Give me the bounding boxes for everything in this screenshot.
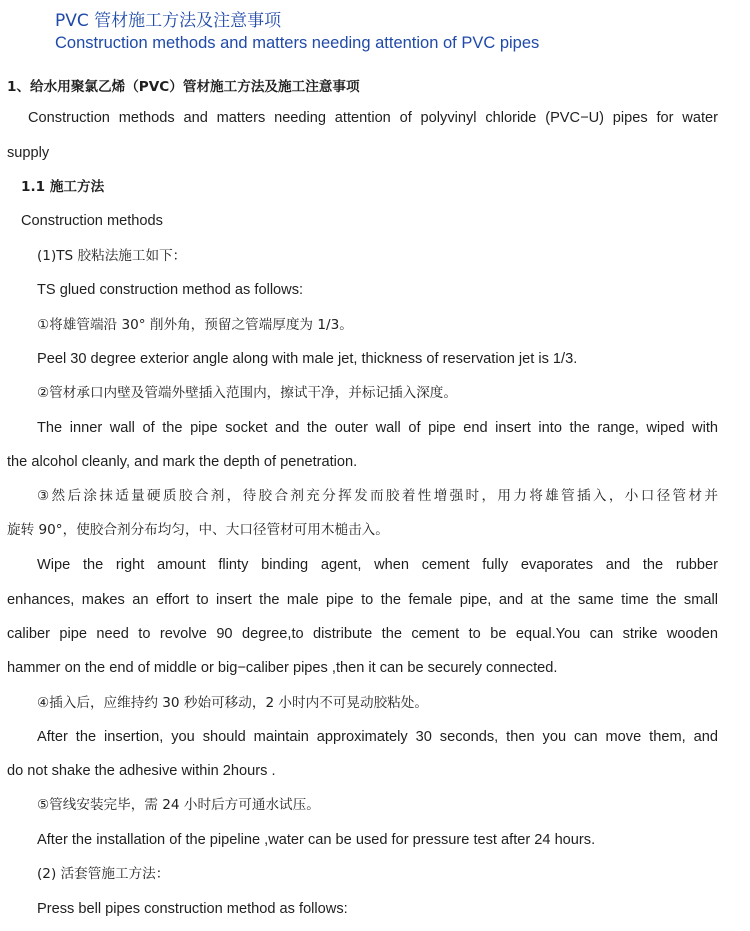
section-heading-en-line1: Construction methods and matters needing attention of polyvinyl chloride (PVC−U) pipes for water (28, 110, 718, 126)
subsection-heading-zh: 1.1 施工方法 (21, 179, 105, 195)
step4-en-line2: do not shake the adhesive within 2hours . (7, 763, 276, 779)
step3-en-line3: caliber pipe need to revolve 90 degree,to distribute the cement to be equal.You can strike wooden (7, 626, 718, 642)
step1-zh: ①将雄管端沿 30° 削外角，预留之管端厚度为 1/3。 (37, 317, 353, 333)
step3-en-line1: Wipe the right amount flinty binding agent, when cement fully evaporates and the rubber (37, 557, 718, 573)
step5-zh: ⑤管线安装完毕，需 24 小时后方可通水试压。 (37, 797, 320, 813)
bell-method-heading-zh: (2) 活套管施工方法： (37, 866, 170, 882)
step4-en-line1: After the insertion, you should maintain approximately 30 seconds, then you can move them, and (37, 729, 718, 745)
document-title-zh: PVC 管材施工方法及注意事项 (55, 11, 282, 31)
step1-en: Peel 30 degree exterior angle along with male jet, thickness of reservation jet is 1/3. (37, 351, 578, 367)
step3-zh-line2: 旋转 90°，使胶合剂分布均匀，中、大口径管材可用木槌击入。 (7, 522, 389, 538)
step2-en-line1: The inner wall of the pipe socket and the outer wall of pipe end insert into the range, wiped with (37, 420, 718, 436)
subsection-heading-en: Construction methods (21, 213, 163, 229)
document-title-en: Construction methods and matters needing attention of PVC pipes (55, 34, 540, 52)
ts-method-heading-zh: (1)TS 胶粘法施工如下： (37, 248, 187, 264)
step3-zh-line1: ③然后涂抹适量硬质胶合剂，待胶合剂充分挥发而胶着性增强时，用力将雄管插入，小口径管材并 (37, 488, 718, 504)
step5-en: After the installation of the pipeline ,water can be used for pressure test after 24 hours. (37, 832, 596, 848)
section-heading-zh: 1、给水用聚氯乙烯（PVC）管材施工方法及施工注意事项 (7, 79, 360, 95)
ts-method-heading-en: TS glued construction method as follows: (37, 282, 304, 298)
section-heading-en-line2: supply (7, 145, 50, 161)
step2-zh: ②管材承口内壁及管端外壁插入范围内，擦试干净，并标记插入深度。 (37, 385, 457, 401)
step2-en-line2: the alcohol cleanly, and mark the depth of penetration. (7, 454, 358, 470)
step3-en-line4: hammer on the end of middle or big−caliber pipes ,then it can be securely connected. (7, 660, 558, 676)
step4-zh: ④插入后，应维持约 30 秒始可移动，2 小时内不可晃动胶粘处。 (37, 695, 428, 711)
bell-method-heading-en: Press bell pipes construction method as follows: (37, 901, 348, 917)
step3-en-line2: enhances, makes an effort to insert the male pipe to the female pipe, and at the same time the small (7, 592, 718, 608)
